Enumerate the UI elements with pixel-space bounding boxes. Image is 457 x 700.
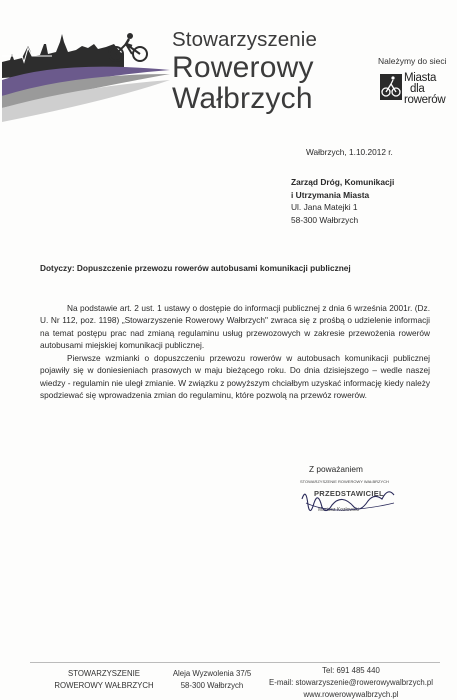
footer-org-line2: ROWEROWY WAŁBRZYCH [54, 681, 154, 690]
footer-www: www.rowerowywalbrzych.pl [303, 690, 399, 699]
letter-subject: Dotyczy: Dopuszczenie przewozu rowerów autobusami komunikacji publicznej [40, 263, 351, 273]
footer-org-line1: STOWARZYSZENIE [68, 669, 140, 678]
body-paragraph-2: Pierwsze wzmianki o dopuszczeniu przewozu rowerów w autobusach komunikacji publicznej pojawiły się w doniesieniach prasowych w maju bieżącego roku. Do dnia dzisiejszego – wedle naszej wiedzy - regulamin nie uległ zmianie. W związku z powyższym chciałbym uzyskać informację kiedy należy spodziewać się wprowadzenia zmian do regulaminu, które pozwolą na przewóz rowerów. [40, 353, 430, 400]
footer-email: E-mail: stowarzyszenie@rowerowywalbrzych.pl [269, 678, 433, 687]
recipient-name-2: i Utrzymania Miasta [291, 189, 370, 200]
closing-salutation: Z poważaniem [309, 464, 363, 474]
stamp-name: Mariusz Kozłowski [318, 507, 360, 513]
cycling-badge-icon [380, 74, 402, 100]
footer-organization [52, 668, 156, 692]
recipient-street: Ul. Jana Matejki 1 [291, 202, 358, 212]
footer-tel: Tel: 691 485 440 [322, 666, 380, 675]
network-name-1: Miasta [404, 72, 437, 84]
footer-address [160, 668, 264, 692]
signature-stamp [298, 477, 398, 527]
org-name-line2: Rowerowy [172, 50, 314, 84]
stamp-org: STOWARZYSZENIE ROWEROWY WAŁBRZYCH [300, 479, 389, 484]
org-name-line3: Wałbrzych [172, 81, 313, 115]
org-name-line1: Stowarzyszenie [172, 28, 317, 51]
network-name-3: rowerów [404, 94, 446, 106]
stamp-title: PRZEDSTAWICIEL [314, 489, 384, 498]
letter-date: Wałbrzych, 1.10.2012 r. [306, 147, 393, 157]
network-logo [380, 72, 456, 112]
recipient-city: 58-300 Wałbrzych [291, 214, 359, 225]
network-membership [378, 56, 457, 106]
footer-street: Aleja Wyzwolenia 37/5 [172, 669, 252, 678]
footer-city: 58-300 Wałbrzych [180, 681, 244, 690]
footer-divider [30, 662, 440, 663]
recipient-address [291, 176, 394, 226]
footer-contact [252, 665, 450, 700]
network-label: Należymy do sieci [378, 56, 447, 66]
organization-name [172, 30, 317, 114]
network-name-2: dla [410, 83, 425, 95]
recipient-name-1: Zarząd Dróg, Komunikacji [291, 177, 395, 187]
body-paragraph-1: Na podstawie art. 2 ust. 1 ustawy o dostępie do informacji publicznej z dnia 6 września 2001r. (Dz. U. Nr 112, poz. 1198) „Stowarzyszenie Rowerowy Wałbrzych" zwraca się z prośbą o udzielenie informacji na temat postępu prac nad zmianą regulaminu usług przewozowych w zakresie przewożenia rowerów autobusami miejskiej komunikacji publicznej. [40, 303, 430, 350]
handwritten-signature-icon [298, 477, 398, 527]
bike-skyline-logo-icon [2, 30, 172, 125]
